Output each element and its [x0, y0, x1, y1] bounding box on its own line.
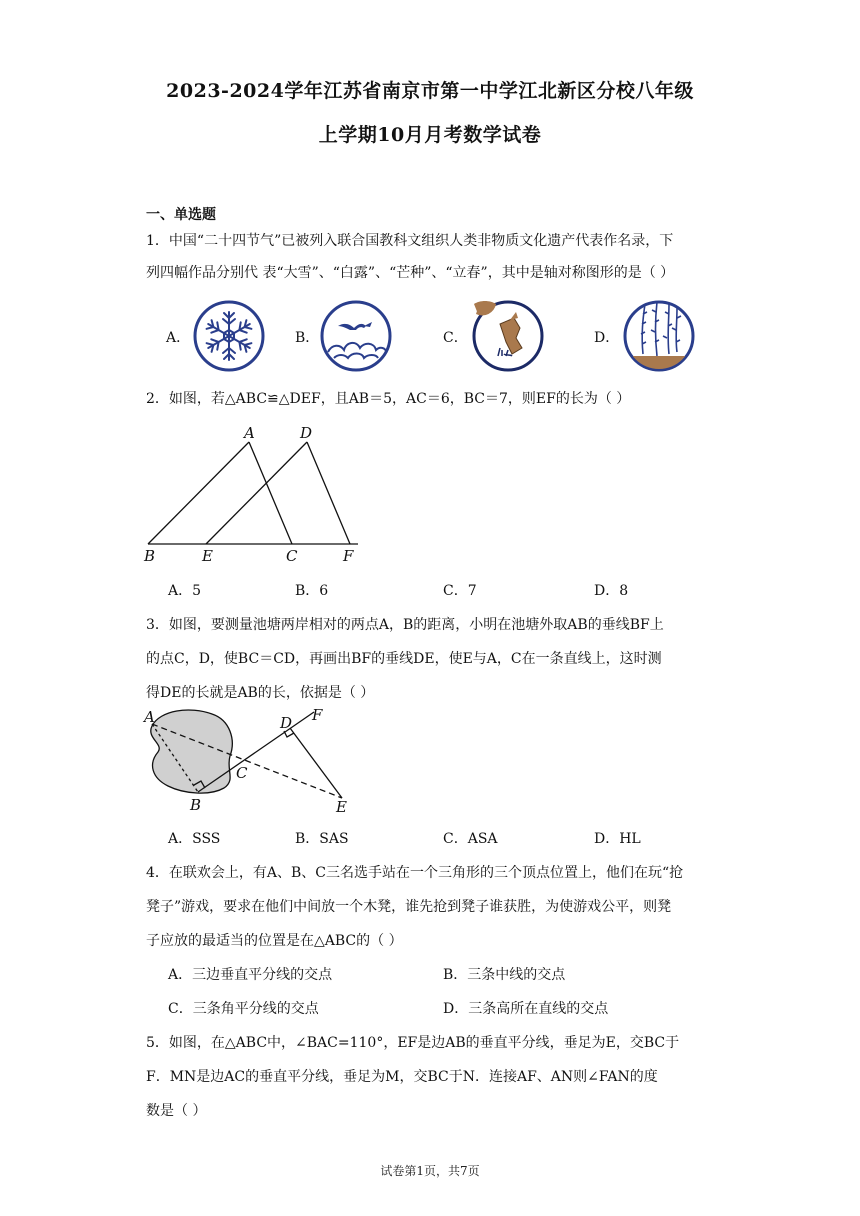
q3-text-line-1: 3．如图，要测量池塘两岸相对的两点A，B的距离，小明在池塘外取AB的垂线BF上: [146, 617, 664, 633]
q4-option-a: A．三边垂直平分线的交点: [168, 967, 333, 983]
q3-label-f: F: [312, 706, 323, 724]
q4-text-line-2: 凳子”游戏，要求在他们中间放一个木凳，谁先抢到凳子谁获胜，为使游戏公平，则凳: [146, 899, 672, 915]
q5-text-line-1: 5．如图，在△ABC中，∠BAC=110°，EF是边AB的垂直平分线，垂足为E，交BC于: [146, 1035, 680, 1051]
q4-text-line-1: 4．在联欢会上，有A、B、C三名选手站在一个三角形的三个顶点位置上，他们在玩“抢: [146, 865, 684, 881]
q3-label-e: E: [336, 798, 347, 816]
q3-pond-figure: [140, 704, 360, 820]
q3-option-a: A．SSS: [168, 831, 221, 847]
q2-option-c: C．7: [443, 583, 477, 599]
page-footer: 试卷第1页，共7页: [380, 1164, 480, 1178]
q5-text-line-3: 数是（ ）: [146, 1103, 207, 1119]
q3-text-line-3: 得DE的长就是AB的长，依据是（ ）: [146, 685, 375, 701]
q2-label-e: E: [202, 547, 213, 565]
snowflake-icon: [193, 300, 265, 376]
q2-label-b: B: [144, 547, 156, 565]
q3-text-line-2: 的点C，D，使BC＝CD，再画出BF的垂线DE，使E与A，C在一条直线上，这时测: [146, 651, 662, 667]
q1-option-c-label: C．: [443, 330, 468, 346]
q2-text: 2．如图，若△ABC≌△DEF，且AB＝5，AC＝6，BC＝7，则EF的长为（ ）: [146, 391, 631, 407]
q4-option-c: C．三条角平分线的交点: [168, 1001, 319, 1017]
q4-option-d: D．三条高所在直线的交点: [443, 1001, 609, 1017]
q4-option-b: B．三条中线的交点: [443, 967, 566, 983]
q3-label-b: B: [190, 796, 202, 814]
q2-label-d: D: [300, 424, 313, 442]
q2-label-c: C: [286, 547, 298, 565]
q1-option-d-label: D．: [594, 330, 620, 346]
q1-option-a-label: A．: [166, 330, 191, 346]
q3-label-a: A: [144, 708, 155, 726]
q2-label-a: A: [244, 424, 255, 442]
q1-option-b-label: B．: [295, 330, 320, 346]
section-heading: 一、单选题: [146, 207, 216, 223]
sun-and-ox-icon: [470, 298, 546, 378]
q2-option-a: A．5: [168, 583, 202, 599]
q3-option-b: B．SAS: [295, 831, 349, 847]
q3-label-c: C: [236, 764, 248, 782]
q2-option-d: D．8: [594, 583, 629, 599]
q2-option-b: B．6: [295, 583, 329, 599]
paper-title-line-1: 2023-2024学年江苏省南京市第一中学江北新区分校八年级: [166, 80, 694, 102]
q1-text-line-1: 1．中国“二十四节气”已被列入联合国教科文组织人类非物质文化遗产代表作名录，下: [146, 233, 674, 249]
q3-label-d: D: [280, 714, 293, 732]
q3-option-d: D．HL: [594, 831, 641, 847]
paper-title-line-2: 上学期10月月考数学试卷: [318, 124, 542, 146]
q1-text-line-2: 列四幅作品分别代 表“大雪”、“白露”、“芒种”、“立春”，其中是轴对称图形的是（ ）: [146, 265, 675, 281]
q5-text-line-2: F．MN是边AC的垂直平分线，垂足为M，交BC于N．连接AF、AN则∠FAN的度: [146, 1069, 658, 1085]
q3-option-c: C．ASA: [443, 831, 498, 847]
q2-label-f: F: [343, 547, 354, 565]
q2-congruent-triangles-figure: [140, 420, 380, 569]
bird-over-clouds-icon: [320, 300, 392, 376]
willow-branches-icon: [621, 298, 697, 378]
q4-text-line-3: 子应放的最适当的位置是在△ABC的（ ）: [146, 933, 403, 949]
